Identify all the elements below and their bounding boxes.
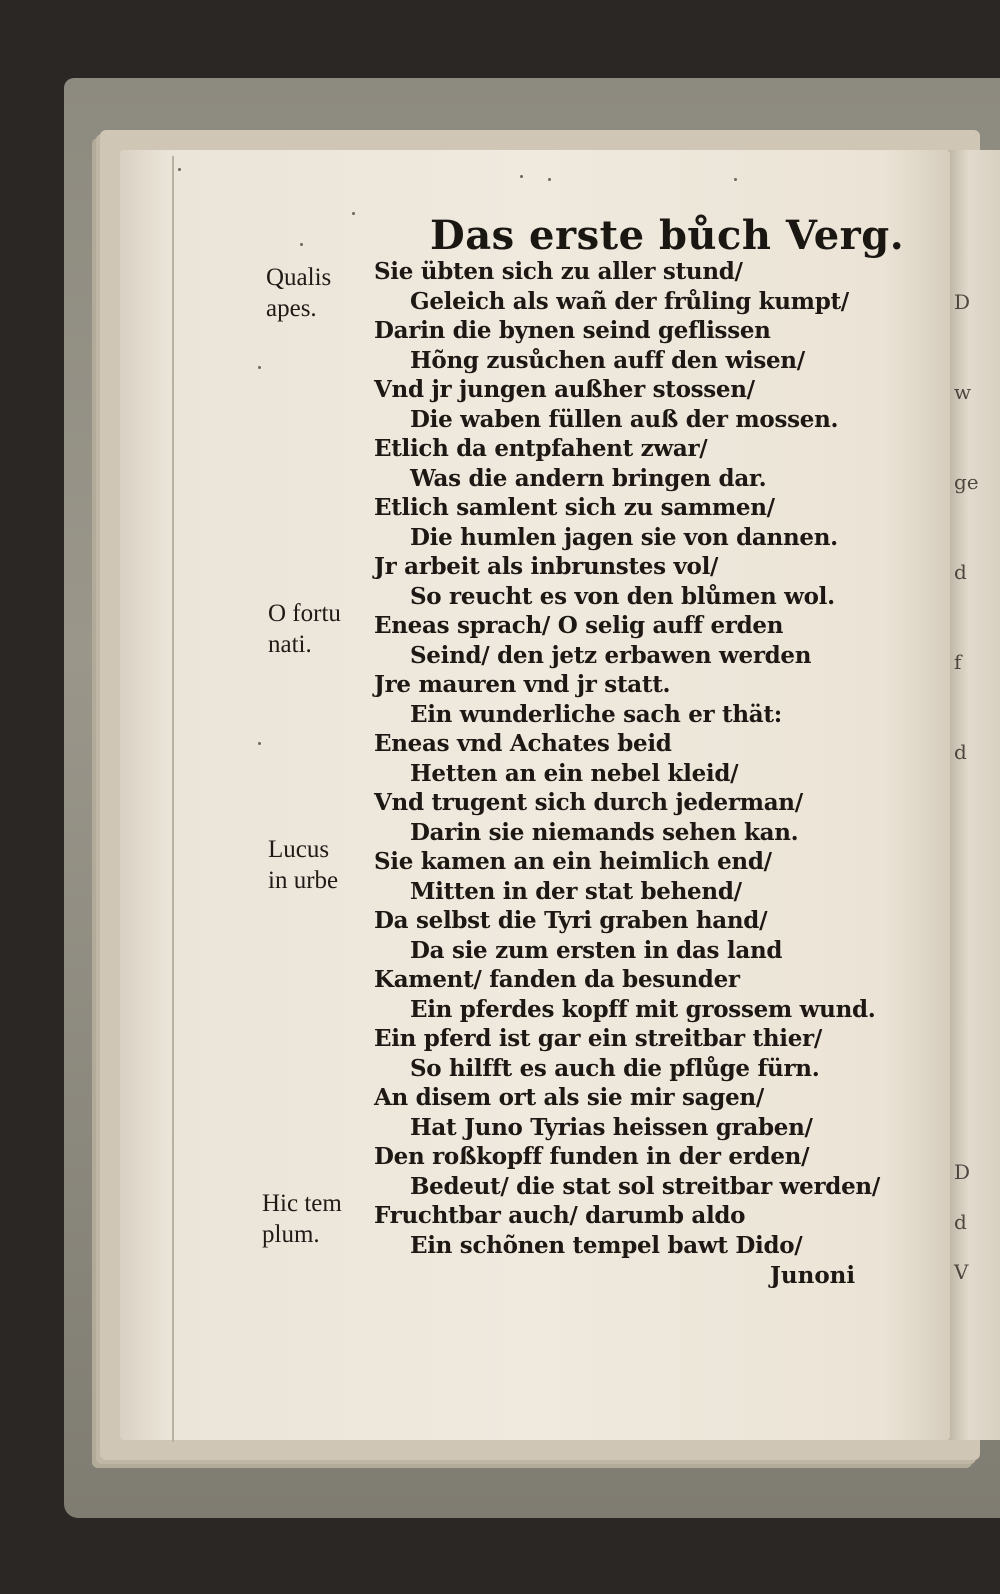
margin-note-line: Qualis [266, 264, 332, 291]
margin-note [268, 834, 338, 896]
page-fold-line [172, 156, 174, 1442]
verse-line: Jr arbeit als inbrunstes vol/ [374, 553, 719, 580]
verse-line: Etlich da entpfahent zwar/ [374, 435, 708, 462]
verse-line: Ein pferdes kopff mit grossem wund. [410, 995, 876, 1023]
verse-line: Die waben füllen auß der mossen. [410, 405, 839, 433]
margin-note-line: Hic tem [262, 1190, 342, 1217]
margin-note-line: in urbe [268, 867, 339, 894]
verse-line: Kament/ fanden da besunder [374, 966, 740, 993]
verse-line: Ein wunderliche sach er thät: [410, 700, 782, 728]
verse-line: Ein pferd ist gar ein streitbar thier/ [374, 1025, 822, 1052]
verse-line: Hat Juno Tyrias heissen graben/ [410, 1113, 813, 1141]
verse-line: Darin die bynen seind geflissen [374, 317, 771, 344]
margin-note-line: Lucus [268, 836, 330, 863]
verse-line: Vnd trugent sich durch jederman/ [374, 789, 803, 816]
verse-line: Ein schõnen tempel bawt Dido/ [410, 1231, 803, 1259]
verse-line: Eneas sprach/ O selig auff erden [374, 612, 784, 639]
verse-line: Mitten in der stat behend/ [410, 877, 742, 905]
verse-line: Seind/ den jetz erbawen werden [410, 641, 812, 669]
verse-line: Bedeut/ die stat sol streitbar werden/ [410, 1172, 880, 1200]
verse-line: Den roßkopff funden in der erden/ [374, 1143, 810, 1170]
margin-note [262, 1188, 342, 1250]
margin-note [268, 598, 341, 660]
page-heading: Das erste bůch Verg. [430, 212, 905, 259]
margin-note-line: plum. [262, 1221, 320, 1248]
verse-line: Hetten an ein nebel kleid/ [410, 759, 739, 787]
margin-note-line: O fortu [268, 600, 341, 627]
verse-line: So hilfft es auch die pflůge fürn. [410, 1054, 820, 1082]
facing-page-edge [948, 150, 1000, 1440]
verse-line: Eneas vnd Achates beid [374, 730, 672, 757]
verse-line: Sie übten sich zu aller stund/ [374, 258, 743, 285]
verse-line: Darin sie niemands sehen kan. [410, 818, 799, 846]
verse-line: Geleich als wañ der frůling kumpt/ [410, 287, 849, 315]
catchword: Junoni [770, 1262, 856, 1289]
verse-line: Was die andern bringen dar. [410, 464, 767, 492]
verse-line: Fruchtbar auch/ darumb aldo [374, 1202, 746, 1229]
verse-line: Da sie zum ersten in das land [410, 936, 783, 964]
verse-line: Jre mauren vnd jr statt. [374, 671, 671, 698]
margin-note [266, 262, 331, 324]
verse-line: So reucht es von den blůmen wol. [410, 582, 835, 610]
verse-line: Hõng zusůchen auff den wisen/ [410, 346, 805, 374]
verse-line: Die humlen jagen sie von dannen. [410, 523, 838, 551]
verse-line: Da selbst die Tyri graben hand/ [374, 907, 768, 934]
verse-line: Etlich samlent sich zu sammen/ [374, 494, 775, 521]
margin-note-line: apes. [266, 295, 317, 322]
verse-line: Sie kamen an ein heimlich end/ [374, 848, 772, 875]
verse-line: Vnd jr jungen außher stossen/ [374, 376, 755, 403]
facing-page-text-fragment: D w ge d f d D d V [954, 290, 979, 1284]
margin-note-line: nati. [268, 631, 312, 658]
verse-line: An disem ort als sie mir sagen/ [374, 1084, 764, 1111]
